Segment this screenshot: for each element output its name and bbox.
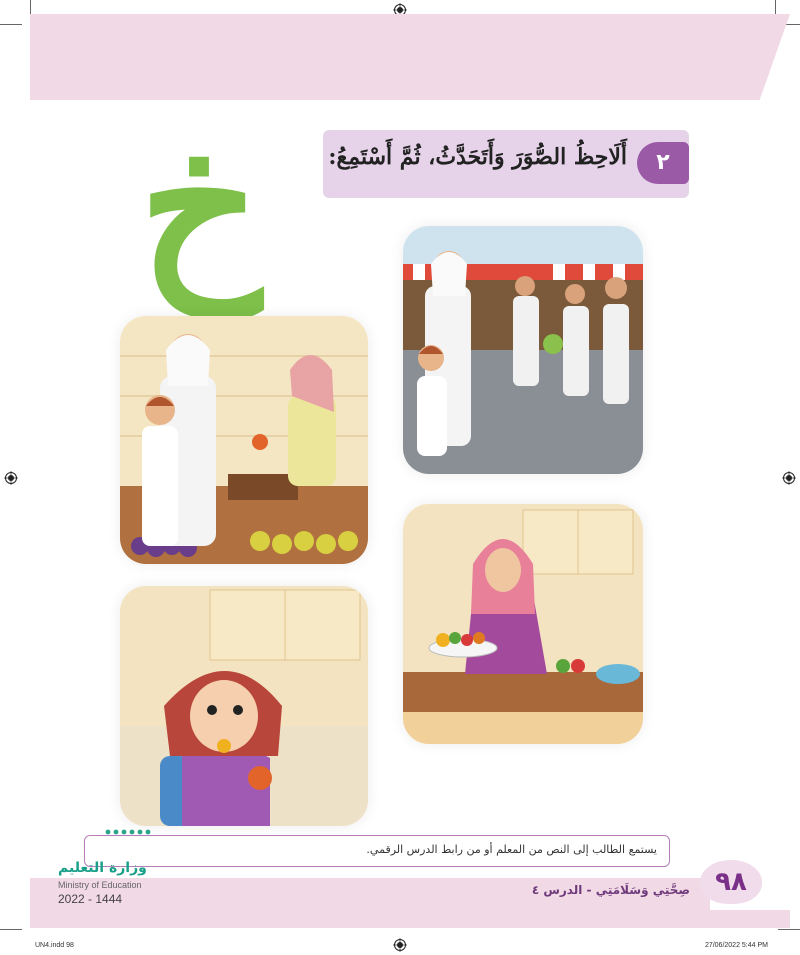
header-band	[30, 14, 790, 100]
mother-fruit-illustration	[403, 504, 643, 744]
edition-year: 2022 - 1444	[58, 892, 123, 906]
lesson-title: صِحَّتِي وَسَلَامَتِي - الدرس ٤	[531, 883, 690, 897]
big-letter: خ	[138, 93, 262, 316]
market-street-illustration	[403, 226, 643, 474]
page-number: ٩٨	[700, 860, 762, 904]
registration-mark-icon	[393, 938, 407, 952]
ministry-name-arabic: وزارة التعليم	[58, 860, 147, 876]
crop-mark	[30, 0, 31, 14]
registration-mark-icon	[4, 471, 18, 485]
teacher-note-text: يستمع الطالب إلى النص من المعلم أو من رابط الدرس الرقمي.	[366, 843, 657, 856]
crop-mark	[775, 0, 776, 14]
crop-mark	[0, 929, 22, 930]
crop-mark	[0, 24, 22, 25]
registration-mark-icon	[782, 471, 796, 485]
grocery-stall-illustration	[120, 316, 368, 564]
instruction-number: ٢	[637, 142, 689, 184]
footer-band-lower	[30, 910, 790, 928]
crop-mark	[778, 929, 800, 930]
instruction-text: أَلَاحِظُ الصُّوَرَ وَأَتَحَدَّثُ، ثُمَّ أَسْتَمِعُ:	[328, 144, 627, 170]
print-slug-file: UN4.indd 98	[35, 942, 74, 949]
girl-eating-illustration	[120, 586, 368, 826]
ministry-name-english: Ministry of Education	[58, 880, 142, 890]
instruction-bar	[323, 130, 689, 198]
teacher-note-box	[84, 835, 670, 867]
print-slug-date: 27/06/2022 5:44 PM	[704, 942, 768, 949]
